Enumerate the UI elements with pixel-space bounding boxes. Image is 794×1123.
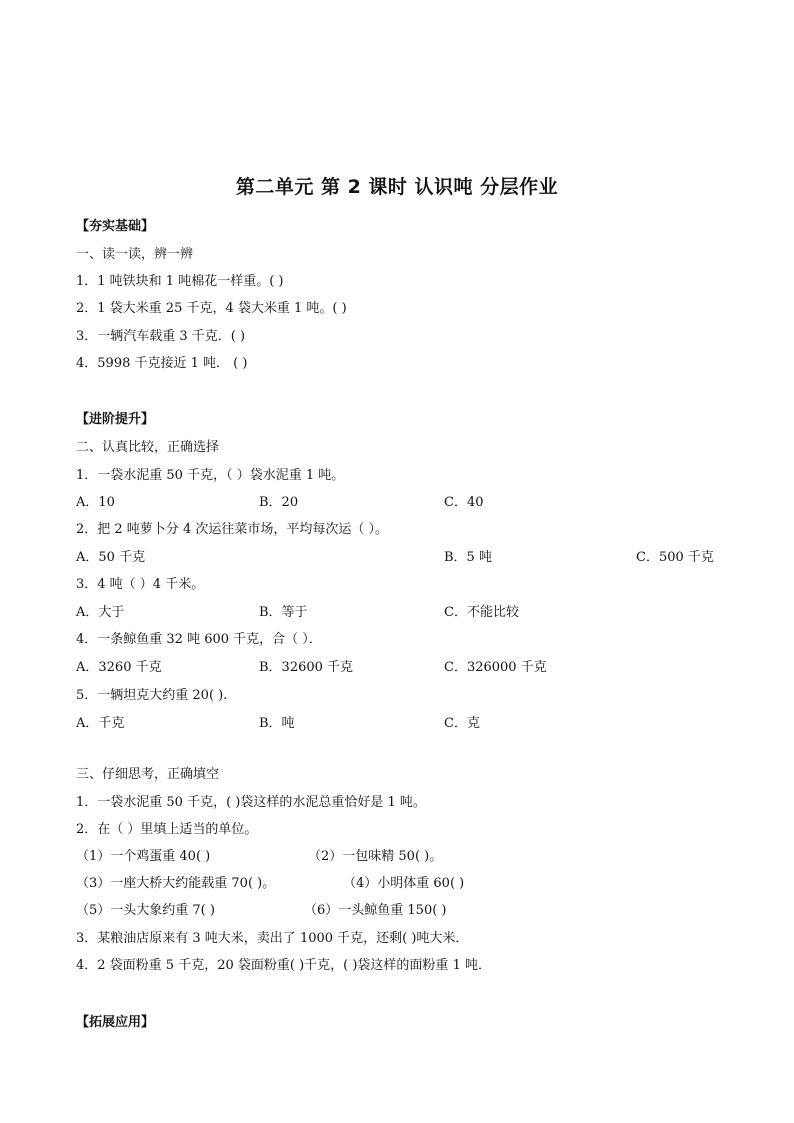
part3-q1: 1．一袋水泥重 50 千克，( )袋这样的水泥总重恰好是 1 吨。 [76,795,426,810]
option-c: C．500 千克 [636,550,714,565]
section-extension: 【拓展应用】 [76,1015,155,1030]
part3-q4: 4．2 袋面粉重 5 千克，20 袋面粉重( )千克，( )袋这样的面粉重 1 吨． [76,958,491,973]
part1-heading: 一、读一读，辨一辨 [76,247,194,262]
part1-item: 2．1 袋大米重 25 千克，4 袋大米重 1 吨。( ) [76,301,347,316]
option-c: C．40 [444,495,484,510]
option-b: B．20 [259,495,299,510]
fill-item: （3）一座大桥大约能载重 70( )。 [76,876,276,891]
option-b: B．吨 [259,716,295,731]
part3-q3: 3．某粮油店原来有 3 吨大米，卖出了 1000 千克，还剩( )吨大米． [76,931,469,946]
option-a: A．10 [76,495,115,510]
option-b: B．等于 [259,605,308,620]
option-b: B．5 吨 [444,550,492,565]
part2-q5-stem: 5．一辆坦克大约重 20( ). [76,688,228,703]
part2-q1-stem: 1．一袋水泥重 50 千克，（ ）袋水泥重 1 吨。 [76,468,345,483]
option-a: A．千克 [76,716,125,731]
part1-item: 1．1 吨铁块和 1 吨棉花一样重。( ) [76,274,284,289]
part2-heading: 二、认真比较，正确选择 [76,440,220,455]
part3-heading: 三、仔细思考，正确填空 [76,767,220,782]
fill-item: （6）一头鲸鱼重 150( ) [304,903,447,918]
option-a: A．3260 千克 [76,660,162,675]
part3-q2: 2．在（ ）里填上适当的单位。 [76,822,258,837]
option-c: C．克 [444,716,480,731]
option-a: A．50 千克 [76,550,146,565]
part2-q2-stem: 2．把 2 吨萝卜分 4 次运往菜市场，平均每次运（ ）。 [76,522,388,537]
option-c: C．不能比较 [444,605,519,620]
fill-item: （5）一头大象约重 7( ) [76,903,215,918]
part2-q3-stem: 3．4 吨（ ）4 千米。 [76,577,205,592]
fill-item: （2）一包味精 50( )。 [308,849,443,864]
page-title: 第二单元 第 2 课时 认识吨 分层作业 [235,176,559,198]
fill-item: （1）一个鸡蛋重 40( ) [76,849,211,864]
option-a: A．大于 [76,605,125,620]
part1-item: 3．一辆汽车载重 3 千克．( ) [76,329,246,344]
fill-item: （4）小明体重 60( ) [343,876,465,891]
part1-item: 4．5998 千克接近 1 吨． ( ) [76,356,248,371]
part2-q4-stem: 4．一条鲸鱼重 32 吨 600 千克，合（ ）． [76,632,322,647]
option-b: B．32600 千克 [259,660,354,675]
section-advanced: 【进阶提升】 [76,412,155,427]
option-c: C．326000 千克 [444,660,547,675]
section-basic: 【夯实基础】 [76,219,155,234]
